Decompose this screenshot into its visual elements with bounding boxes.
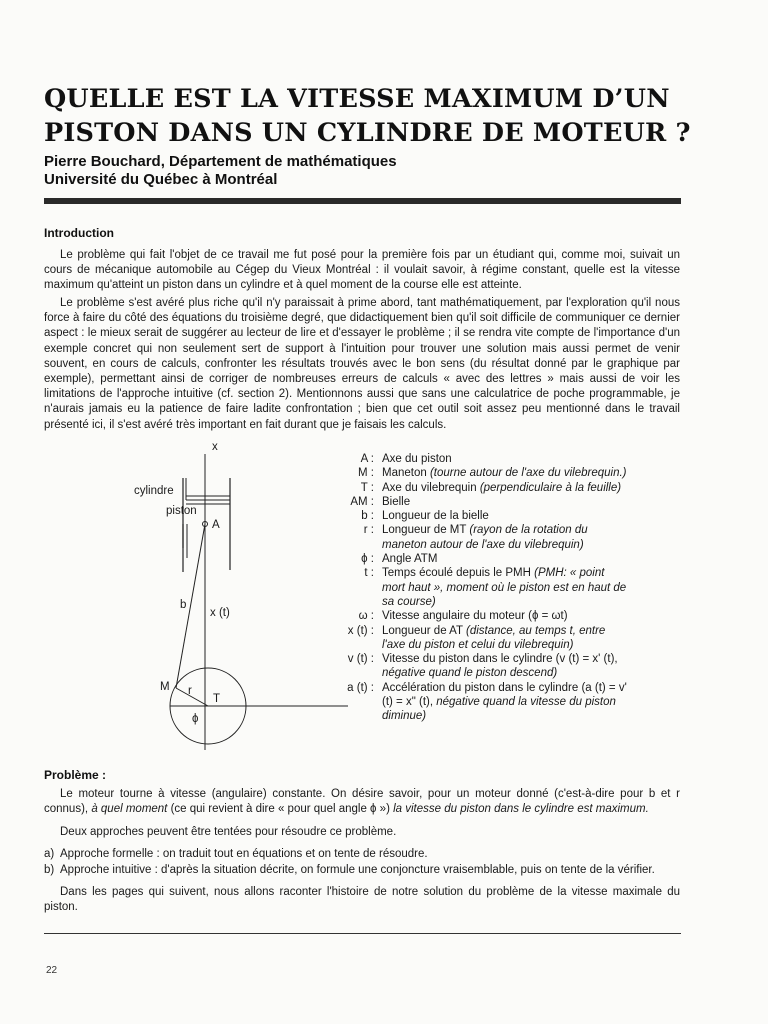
legend-item: b : Longueur de la bielle — [361, 510, 489, 523]
header-divider — [44, 198, 681, 204]
diagram-legend — [330, 452, 630, 724]
label-cylindre: cylindre — [134, 485, 174, 497]
legend-item: r : Longueur de MT (rayon de la rotation du maneton autour de l'axe du vilebrequin) — [363, 524, 588, 551]
probleme-paragraph-2: Deux approches peuvent être tentées pour résoudre ce problème. — [60, 826, 397, 838]
title-line-1: QUELLE EST LA VITESSE MAXIMUM D’UN — [44, 84, 670, 114]
label-a: A — [212, 519, 220, 531]
legend-item: x (t) : Longueur de AT (distance, au temps t, entre l'axe du piston et celui du vilebrequin) — [347, 624, 606, 651]
legend-item: ω : Vitesse angulaire du moteur (ϕ = ωt) — [358, 610, 568, 623]
legend-item: T : Axe du vilebrequin (perpendiculaire à la feuille) — [360, 481, 622, 494]
legend-item: t : Temps écoulé depuis le PMH (PMH: « point mort haut », moment où le piston est en haut de sa course) — [364, 567, 627, 608]
page-title — [44, 82, 724, 150]
introduction-heading: Introduction — [44, 226, 114, 240]
legend-item: A : Axe du piston — [360, 453, 452, 465]
introduction-paragraph-1: Le problème qui fait l'objet de ce travail me fut posé pour la première fois par un étudiant qui, comme moi, suivait un cours de mécanique automobile au Cégep du Vieux Montréal : il voulait savoir, à régime constant, quelle est la vitesse maximum qu'atteint un piston dans un cylindre et à quel moment de la course elle est atteinte. — [44, 249, 680, 292]
crank-radius-line — [176, 688, 208, 706]
author-line-2: Université du Québec à Montréal — [44, 171, 278, 188]
piston-diagram — [120, 438, 350, 758]
author-affiliation — [44, 153, 397, 189]
legend-item: a (t) : Accélération du piston dans le cylindre (a (t) = v' (t) = x" (t), négative quand la vitesse du piston diminue) — [347, 681, 627, 723]
approach-item-a: a) Approche formelle : on traduit tout en équations et on tente de résoudre. — [44, 848, 428, 860]
footer-divider — [44, 933, 681, 934]
probleme-paragraph-3: Dans les pages qui suivent, nous allons raconter l'histoire de notre solution du problème de la vitesse maximale du piston. — [44, 886, 680, 913]
introduction-paragraph-2: Le problème s'est avéré plus riche qu'il n'y paraissait à prime abord, tant mathématiquement, par l'exploration qu'il nous force à faire du côté des équations du troisième degré, que didactiquement bien qu'il soit difficile de communiquer ce dernier aspect : le mieux serait de suggérer au lecteur de lire et d'essayer le problème ; il se rendra vite compte de l'importance d'un exemple concret qui non seulement sert de support à l'intuition pour trouver une solution mais aussi permet de venir souvent, en cours de calculs, confronter les résultats trouvés avec le bon sens (du résultat donné par le graphique par exemple), permettant ainsi de corriger de nombreuses erreurs de calculs « avec des lettres » mais aussi de voir les limitations de l'approche intuitive (cf. section 2). Mentionnons aussi que sans une calculatrice de poche programmable, je n'aurais jamais eu la patience de faire ladite confrontation ; bien que cet outil soit assez peu mentionné dans le travail présenté ici, il s'est avéré très important en fait durant que je faisais les calculs. — [44, 297, 680, 431]
label-t: T — [213, 693, 221, 705]
legend-item: AM : Bielle — [350, 495, 411, 508]
title-line-2: PISTON DANS UN CYLINDRE DE MOTEUR ? — [44, 118, 691, 148]
label-b: b — [180, 599, 187, 611]
page-number: 22 — [46, 965, 58, 976]
author-line-1: Pierre Bouchard, Département de mathématiques — [44, 153, 397, 170]
probleme-heading: Problème : — [44, 768, 107, 782]
label-piston: piston — [166, 505, 197, 517]
label-r: r — [188, 685, 192, 697]
label-phi: ϕ — [192, 713, 199, 725]
label-x: x — [212, 441, 218, 453]
label-m: M — [160, 681, 170, 693]
probleme-paragraph-1: Le moteur tourne à vitesse (angulaire) constante. On désire savoir, pour un moteur donné (c'est-à-dire pour b et r connus), à quel moment (ce qui revient à dire « pour quel angle ϕ ») la vitesse du piston dans le cylindre est maximum. — [44, 788, 680, 815]
legend-item: M : Maneton (tourne autour de l'axe du vilebrequin.) — [358, 467, 627, 480]
legend-item: ϕ : Angle ATM — [361, 553, 438, 566]
approach-item-b: b) Approche intuitive : d'après la situation décrite, on formule une conjoncture vraisemblable, puis on tente de la vérifier. — [44, 864, 655, 876]
label-x-t: x (t) — [210, 607, 230, 619]
legend-item: v (t) : Vitesse du piston dans le cylindre (v (t) = x' (t), négative quand le piston descend) — [347, 653, 618, 680]
